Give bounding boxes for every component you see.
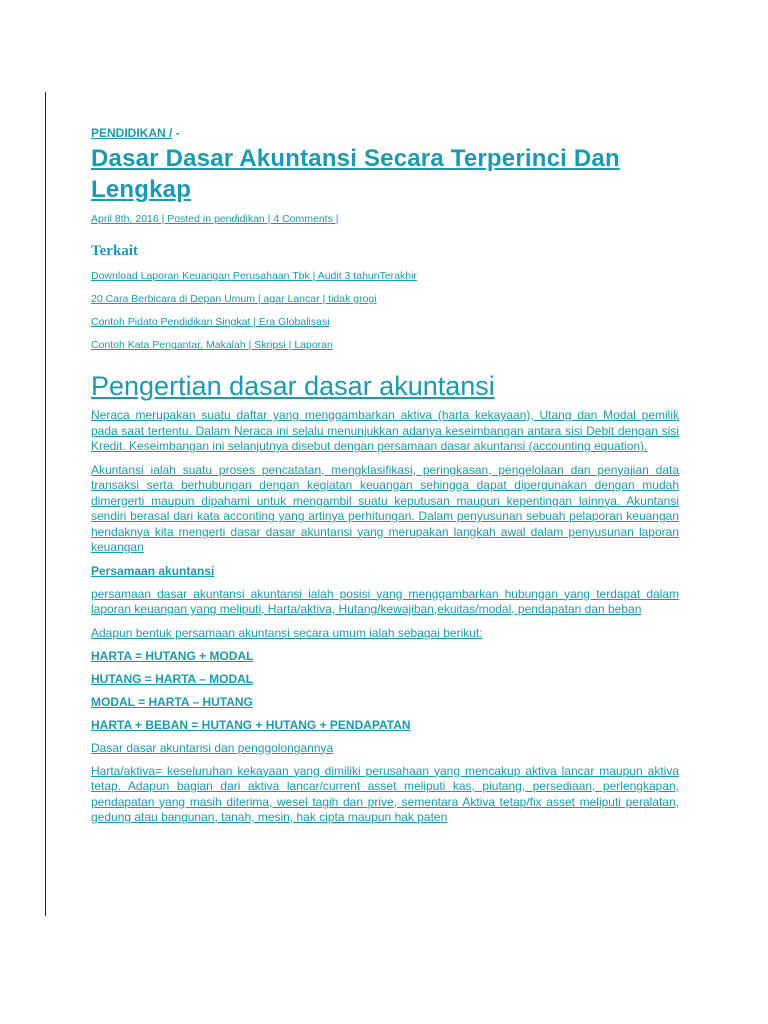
related-link[interactable]: Contoh Pidato Pendidikan Singkat | Era Globalisasi: [91, 316, 330, 328]
formula: MODAL = HARTA – HUTANG: [91, 694, 253, 709]
paragraph-akuntansi: Akuntansi ialah suatu proses pencatatan, mengklasifikasi, peringkasan, pengelolaan dan penyajian data transaksi serta berhubungan dengan kegiatan keuangan sehingga dapat dipergunakan dengan mudah dimergerti maupun dipahami untuk mengambil suatu keputusan maupun kepentingan lainnya. Akuntansi sendiri berasal dari kata acconting yang artinya perhitungan. Dalam penyusunan sebuah pelaporan keuangan hendaknya kita mengerti dasar dasar akuntansi yang merupakan langkah awal dalam penyusunan laporan keuangan: [91, 462, 679, 554]
related-heading: Terkait: [91, 243, 138, 259]
subheading-persamaan: Persamaan akuntansi: [91, 563, 215, 578]
formula: HUTANG = HARTA – MODAL: [91, 671, 254, 686]
breadcrumb: [91, 125, 679, 141]
article-meta[interactable]: April 8th, 2016 | Posted in pendidikan | 4 Comments |: [91, 213, 339, 225]
related-link[interactable]: Download Laporan Keuangan Perusahaan Tbk | Audit 3 tahunTerakhir: [91, 270, 417, 282]
list-item: [91, 316, 679, 329]
paragraph-penggolongan: Dasar dasar akuntansi dan penggolongannya: [91, 740, 334, 755]
formula: HARTA + BEBAN = HUTANG + HUTANG + PENDAPATAN: [91, 717, 411, 732]
list-item: [91, 339, 679, 352]
related-list: [91, 270, 679, 352]
section-title: Pengertian dasar dasar akuntansi: [91, 371, 495, 401]
paragraph-neraca: Neraca merupakan suatu daftar yang menggambarkan aktiva (harta kekayaan), Utang dan Modal pemilik pada saat tertentu. Dalam Neraca ini selalu menunjukkan adanya keseimbangan antara sisi Debit dengan sisi Kredit. Keseimbangan ini selanjutnya disebut dengan persamaan dasar akuntansi (accounting equation).: [91, 408, 679, 453]
list-item: [91, 270, 679, 283]
paragraph-persamaan: persamaan dasar akuntansi akuntansi ialah posisi yang menggambarkan hubungan yang terdapat dalam laporan keuangan yang meliputi, Harta/aktiva, Hutang/kewajiban,ekuitas/modal, pendapatan dan beban: [91, 586, 679, 616]
margin-line: [45, 92, 46, 916]
related-link[interactable]: Contoh Kata Pengantar, Makalah | Skripsi | Laporan: [91, 339, 333, 351]
list-item: [91, 293, 679, 306]
formula: HARTA = HUTANG + MODAL: [91, 648, 254, 663]
paragraph-bentuk: Adapun bentuk persamaan akuntansi secara umum ialah sebagai berikut:: [91, 625, 483, 640]
paragraph-harta: Harta/aktiva= keseluruhan kekayaan yang dimiliki perusahaan yang mencakup aktiva lancar maupun aktiva tetap. Adapun bagian dari aktiva lancar/current asset meliputi kas, piutang, persediaan, perlengkapan, pendapatan yang masih diterima, wesel tagih dan prive, sementara Aktiva tetap/fix asset meliputi peralatan, gedung atau bangunan, tanah, mesin, hak cipta maupun hak paten: [91, 763, 679, 824]
category-link[interactable]: PENDIDIKAN /: [91, 126, 173, 140]
related-link[interactable]: 20 Cara Berbicara di Depan Umum | agar Lancar | tidak grogi: [91, 293, 377, 305]
article-title: Dasar Dasar Akuntansi Secara Terperinci Dan Lengkap: [91, 145, 620, 203]
document-page: [91, 125, 679, 834]
breadcrumb-separator: -: [175, 126, 180, 140]
